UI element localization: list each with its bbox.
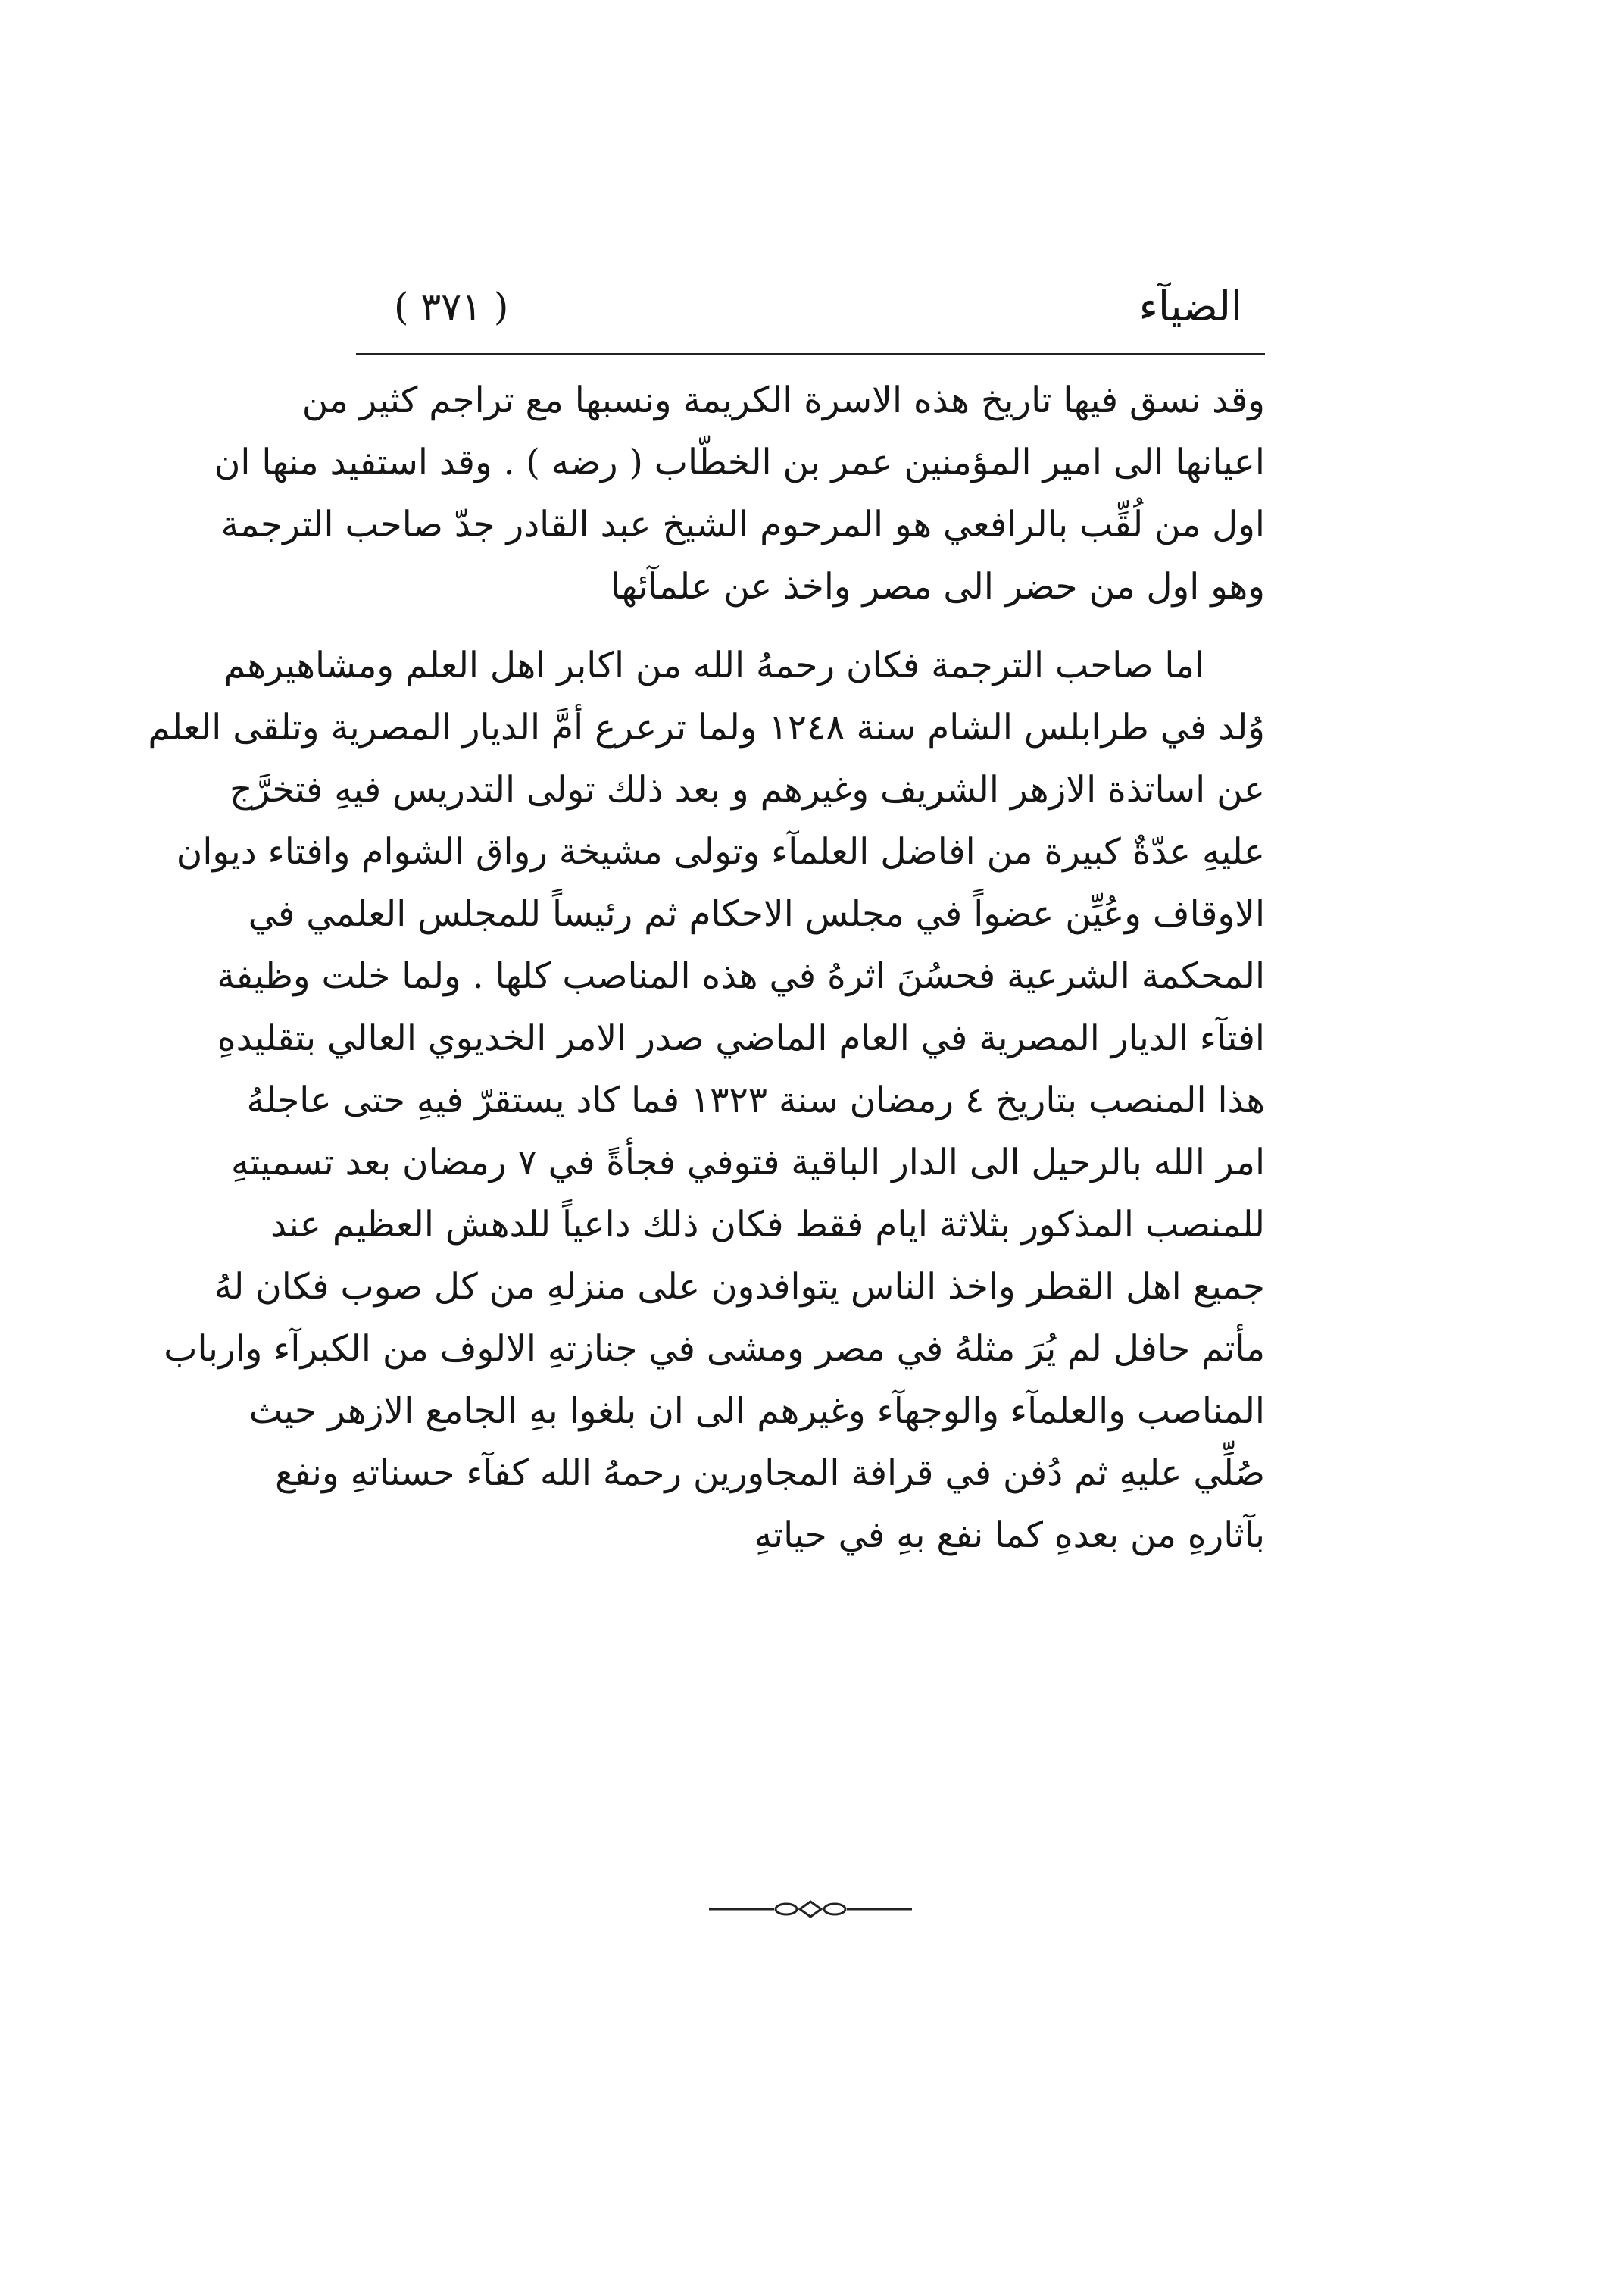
- running-title: الضيآء: [1138, 283, 1242, 330]
- body-text: [148, 370, 1265, 1567]
- text-line: مأتم حافل لم يُرَ مثلهُ في مصر ومشى في جنازتهِ الالوف من الكبرآء وارباب: [164, 1328, 1265, 1370]
- text-line: هذا المنصب بتاريخ ٤ رمضان سنة ١٣٢٣ فما كاد يستقرّ فيهِ حتى عاجلهُ: [246, 1080, 1265, 1121]
- text-line: اول من لُقِّب بالرافعي هو المرحوم الشيخ عبد القادر جدّ صاحب الترجمة: [220, 504, 1265, 545]
- text-line: عليهِ عدّةٌ كبيرة من افاضل العلمآء وتولى مشيخة رواق الشوام وافتاء ديوان: [176, 831, 1265, 873]
- text-line: للمنصب المذكور بثلاثة ايام فقط فكان ذلك داعياً للدهش العظيم عند: [270, 1204, 1265, 1246]
- page-header: [356, 273, 1265, 341]
- header-rule: [356, 353, 1265, 355]
- section-end-ornament: [704, 1894, 917, 1924]
- page-number: ( ٣٧١ ): [394, 285, 509, 329]
- text-line: وقد نسق فيها تاريخ هذه الاسرة الكريمة ونسبها مع تراجم كثير من: [301, 380, 1265, 421]
- text-line: اما صاحب الترجمة فكان رحمهُ الله من اكابر اهل العلم ومشاهيرهم: [223, 645, 1204, 686]
- paragraph-gap: [356, 618, 1265, 635]
- text-line: صُلِّي عليهِ ثم دُفن في قرافة المجاورين رحمهُ الله كفآء حسناتهِ ونفع: [275, 1452, 1265, 1494]
- text-line: بآثارهِ من بعدهِ كما نفع بهِ في حياتهِ: [754, 1514, 1265, 1556]
- text-line: افتآء الديار المصرية في العام الماضي صدر الامر الخديوي العالي بتقليدهِ: [217, 1017, 1265, 1059]
- text-line: المحكمة الشرعية فحسُنَ اثرهُ في هذه المناصب كلها . ولما خلت وظيفة: [217, 955, 1265, 997]
- text-line: اعيانها الى امير المؤمنين عمر بن الخطّاب ( رضه ) . وقد استفيد منها ان: [214, 442, 1265, 483]
- text-line: جميع اهل القطر واخذ الناس يتوافدون على منزلهِ من كل صوب فكان لهُ: [214, 1266, 1265, 1308]
- text-line: امر الله بالرحيل الى الدار الباقية فتوفي فجأةً في ٧ رمضان بعد تسميتهِ: [230, 1142, 1265, 1183]
- text-line: الاوقاف وعُيِّن عضواً في مجلس الاحكام ثم رئيساً للمجلس العلمي في: [248, 893, 1265, 935]
- text-line: وُلد في طرابلس الشام سنة ١٢٤٨ ولما ترعرع أمَّ الديار المصرية وتلقى العلم: [148, 707, 1265, 749]
- text-line: المناصب والعلمآء والوجهآء وغيرهم الى ان بلغوا بهِ الجامع الازهر حيث: [248, 1390, 1265, 1432]
- text-line: وهو اول من حضر الى مصر واخذ عن علمآئها: [611, 566, 1265, 608]
- text-line: عن اساتذة الازهر الشريف وغيرهم و بعد ذلك تولى التدريس فيهِ فتخرَّج: [230, 769, 1265, 811]
